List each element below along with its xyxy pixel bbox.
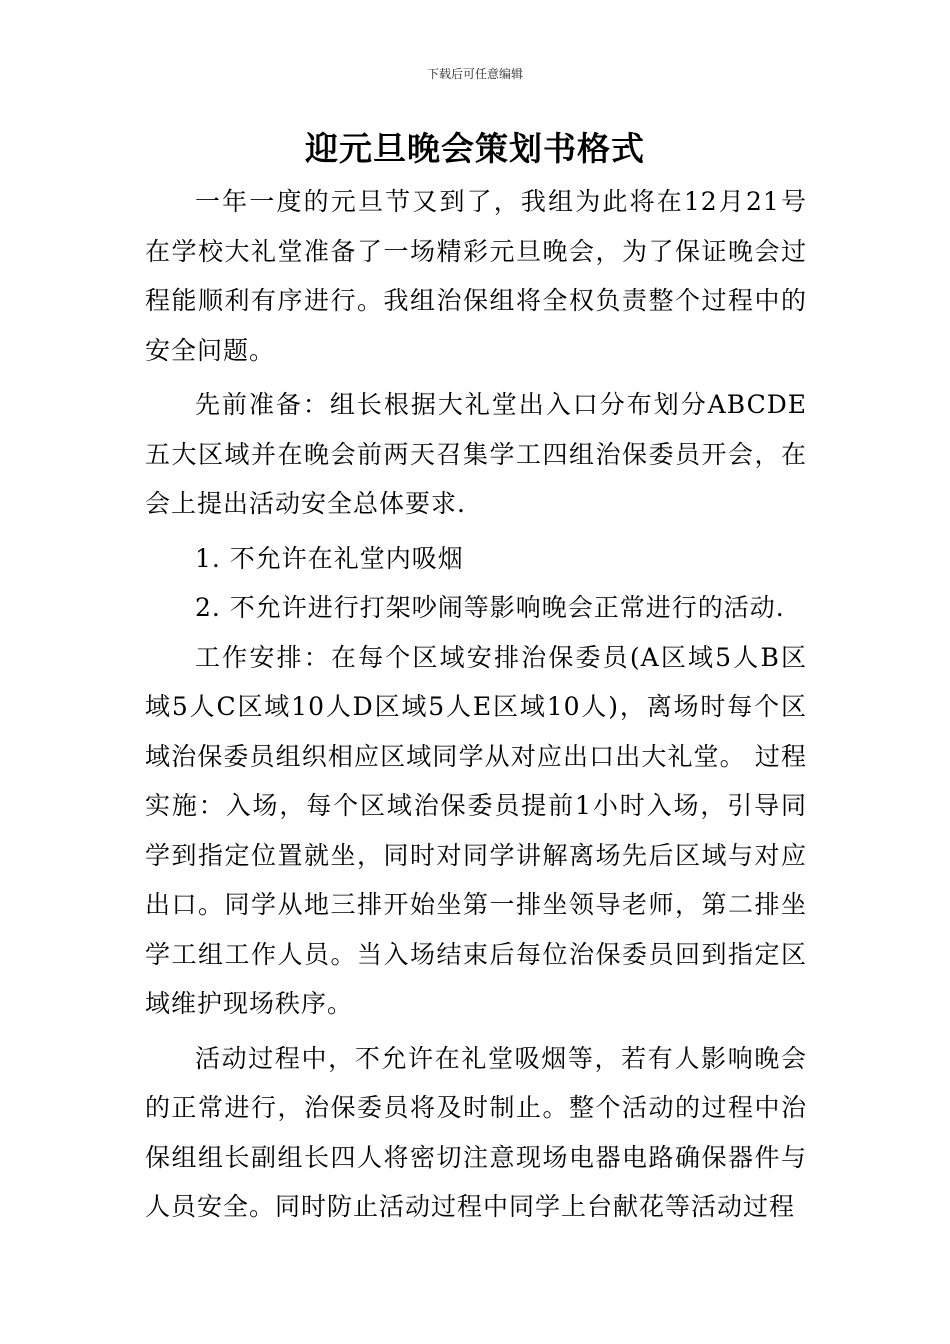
- document-title: 迎元旦晚会策划书格式: [305, 129, 645, 168]
- rule-item-2: 2. 不允许进行打架吵闹等影响晚会正常进行的活动.: [195, 593, 785, 622]
- rule-item-1: 1. 不允许在礼堂内吸烟: [195, 543, 464, 573]
- paragraph-preparation: 先前准备：组长根据大礼堂出入口分布划分ABCDE五大区域并在晚会前两天召集学工四组治保委员开会，在会上提出活动安全总体要求.: [145, 390, 807, 518]
- paragraph-arrangement: 工作安排：在每个区域安排治保委员(A区域5人B区域5人C区域10人D区域5人E区域10人)，离场时每个区域治保委员组织相应区域同学从对应出口出大礼堂。 过程实施：入场，每个区域治保委员提前1小时入场，引导同学到指定位置就坐，同时对同学讲解离场先后区域与对应出口。同学从地三排开始坐第一排坐领导老师，第二排坐学工组工作人员。当入场结束后每位治保委员回到指定区域维护现场秩序。: [145, 642, 807, 1018]
- paragraph-activity: 活动过程中，不允许在礼堂吸烟等，若有人影响晚会的正常进行，治保委员将及时制止。整个活动的过程中治保组组长副组长四人将密切注意现场电器电路确保器件与人员安全。同时防止活动过程中同学上台献花等活动过程: [145, 1043, 807, 1221]
- document-body: [145, 177, 807, 1232]
- paragraph-intro: 一年一度的元旦节又到了，我组为此将在12月21号在学校大礼堂准备了一场精彩元旦晚会，为了保证晚会过程能顺利有序进行。我组治保组将全权负责整个过程中的安全问题。: [145, 187, 807, 365]
- page-header-note: 下载后可任意编辑: [426, 67, 523, 81]
